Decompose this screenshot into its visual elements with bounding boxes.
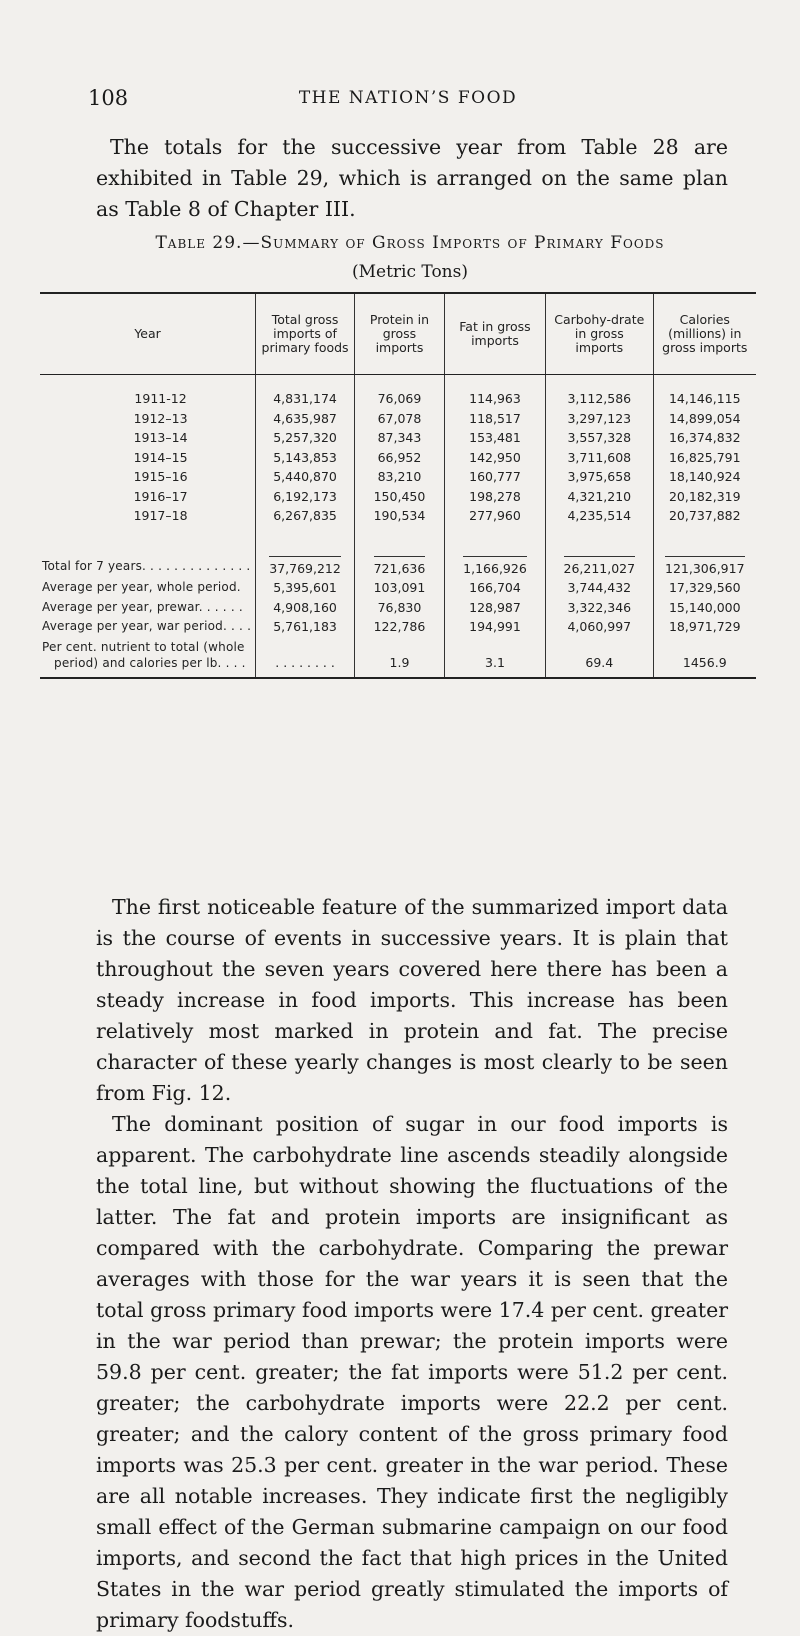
summary-table — [40, 292, 756, 679]
intro-paragraph: The totals for the successive year from Table 28 are exhibited in Table 29, which is arranged on the same plan as Table 8 of Chapter III. — [96, 135, 728, 221]
summary-row: Average per year, whole period. 5,395,601 103,091 166,704 3,744,432 17,329,560 — [40, 578, 756, 598]
column-header: Protein in gross imports — [355, 293, 445, 375]
column-header: Carbohy-drate in gross imports — [546, 293, 654, 375]
page-header — [88, 86, 728, 116]
column-header: Year — [40, 293, 256, 375]
summary-row: Average per year, prewar. . . . . . 4,908,160 76,830 128,987 3,322,346 15,140,000 — [40, 598, 756, 618]
table-row: 1912–13 4,635,987 67,078 118,517 3,297,123 14,899,054 — [40, 409, 756, 429]
body-text — [96, 892, 728, 1636]
table-row: 1911-12 4,831,174 76,069 114,963 3,112,586 14,146,115 — [40, 375, 756, 409]
table-row: 1914–15 5,143,853 66,952 142,950 3,711,608 16,825,791 — [40, 448, 756, 468]
summary-row: Average per year, war period. . . . 5,761,183 122,786 194,991 4,060,997 18,971,729 — [40, 617, 756, 637]
page-number: 108 — [88, 86, 129, 110]
table-row: 1917–18 6,267,835 190,534 277,960 4,235,514 20,737,882 — [40, 506, 756, 542]
column-header: Fat in gross imports — [444, 293, 545, 375]
summary-row: Total for 7 years. . . . . . . . . . . . . . 37,769,212 721,636 1,166,926 26,211,027 121,306,917 — [40, 542, 756, 579]
body-paragraph: The dominant position of sugar in our food imports is apparent. The carbohydrate line ascends steadily alongside the total line, but without showing the fluctuations of the latter. The fat and protein imports are insignificant as compared with the carbohydrate. Comparing the prewar averages with those for the war years it is seen that the total gross primary food imports were 17.4 per cent. greater in the war period than prewar; the protein imports were 59.8 per cent. greater; the fat imports were 51.2 per cent. greater; the carbohydrate imports were 22.2 per cent. greater; and the calory content of the gross primary food imports was 25.3 per cent. greater in the war period. These are all notable increases. They indicate first the negligibly small effect of the German submarine campaign on our food imports, and second the fact that high prices in the United States in the war period greatly stimulated the imports of primary foodstuffs. — [96, 1112, 728, 1632]
table-header-row — [40, 293, 756, 375]
nutrient-row: Per cent. nutrient to total (whole period) and calories per lb. . . . . . . . . . . . 1.9 3.1 69.4 1456.9 — [40, 637, 756, 678]
table-row: 1915–16 5,440,870 83,210 160,777 3,975,658 18,140,924 — [40, 467, 756, 487]
nutrient-label-line2: period) and calories per lb. . . . — [54, 655, 246, 670]
table-subtitle: (Metric Tons) — [352, 262, 468, 282]
nutrient-label-line1: Per cent. nutrient to total (whole — [42, 639, 245, 654]
column-header: Calories (millions) in gross imports — [653, 293, 756, 375]
column-header: Total gross imports of primary foods — [256, 293, 355, 375]
body-paragraph: The first noticeable feature of the summarized import data is the course of events in successive years. It is plain that throughout the seven years covered here there has been a steady increase in food imports. This increase has been relatively most marked in protein and fat. The precise character of these yearly changes is most clearly to be seen from Fig. 12. — [96, 895, 728, 1105]
running-title: THE NATION’S FOOD — [298, 88, 518, 108]
table-row: 1916–17 6,192,173 150,450 198,278 4,321,210 20,182,319 — [40, 487, 756, 507]
table-row: 1913–14 5,257,320 87,343 153,481 3,557,328 16,374,832 — [40, 428, 756, 448]
table-title: Table 29.—Summary of Gross Imports of Primary Foods — [155, 233, 665, 253]
